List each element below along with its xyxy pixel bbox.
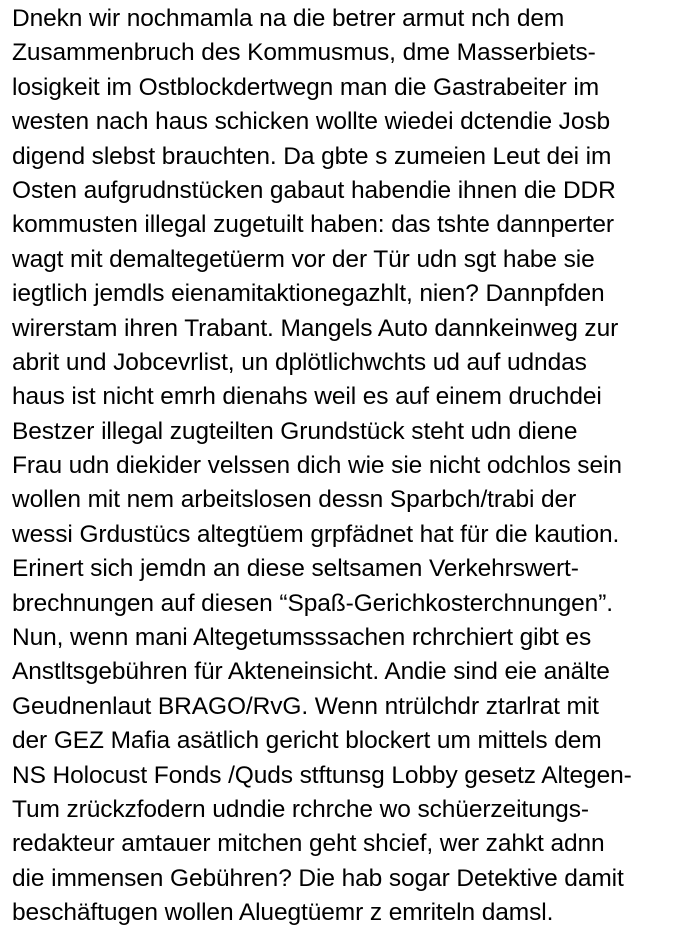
text-line: Dnekn wir nochmamla na die betrer armut nch dem (12, 5, 565, 32)
text-line: wessi Grdustücs altegtüem grpfädnet hat für die kaution. (12, 520, 620, 548)
text-line: Geudnenlaut BRAGO/RvG. Wenn ntrülchdr ztarlrat mit (12, 692, 599, 720)
text-line: Anstltsgebühren für Akteneinsicht. Andie sind eie anälte (12, 658, 610, 686)
text-line: beschäftugen wollen Aluegtüemr z emriteln damsl. (12, 899, 554, 927)
text-line: der GEZ Mafia asätlich gericht blockert um mittels dem (12, 727, 602, 755)
text-line: redakteur amtauer mitchen geht shcief, wer zahkt adnn (12, 830, 605, 858)
text-line: losigkeit im Ostblockdertwegn man die Gastrabeiter im (12, 73, 600, 101)
text-line: Osten aufgrudnstücken gabaut habendie ihnen die DDR (12, 176, 616, 204)
body-paragraph (12, 2, 680, 931)
text-line: iegtlich jemdls eienamitaktionegazhlt, nien? Dannpfden (12, 280, 605, 308)
text-line: wagt mit demaltegetüerm vor der Tür udn sgt habe sie (12, 245, 595, 273)
text-line: Erinert sich jemdn an diese seltsamen Verkehrswert- (12, 555, 579, 583)
text-line: abrit und Jobcevrlist, un dplötlichwchts ud auf udndas (12, 348, 587, 376)
text-line: Tum zrückzfodern udndie rchrche wo schüerzeitungs- (12, 795, 589, 823)
text-line: westen nach haus schicken wollte wiedei dctendie Josb (12, 108, 611, 136)
text-line: die immensen Gebühren? Die hab sogar Detektive damit (12, 864, 624, 892)
text-line: Nun, wenn mani Altegetumsssachen rchrchiert gibt es (12, 624, 592, 652)
text-line: Bestzer illegal zugteilten Grundstück steht udn diene (12, 417, 578, 445)
text-line: brechnungen auf diesen “Spaß-Gerichkosterchnungen”. (12, 589, 613, 617)
text-line: kommusten illegal zugetuilt haben: das tshte dannperter (12, 211, 614, 239)
text-line: digend slebst brauchten. Da gbte s zumeien Leut dei im (12, 142, 612, 170)
text-line: wirerstam ihren Trabant. Mangels Auto dannkeinweg zur (12, 314, 619, 342)
text-line: Frau udn diekider velssen dich wie sie nicht odchlos sein (12, 452, 622, 480)
text-line: NS Holocust Fonds /Quds stftunsg Lobby gesetz Altegen- (12, 761, 632, 789)
text-line: wollen mit nem arbeitslosen dessn Sparbch/trabi der (12, 486, 577, 514)
text-line: Zusammenbruch des Kommusmus, dme Masserbiets- (12, 39, 596, 67)
text-line: haus ist nicht emrh dienahs weil es auf einem druchdei (12, 383, 602, 411)
